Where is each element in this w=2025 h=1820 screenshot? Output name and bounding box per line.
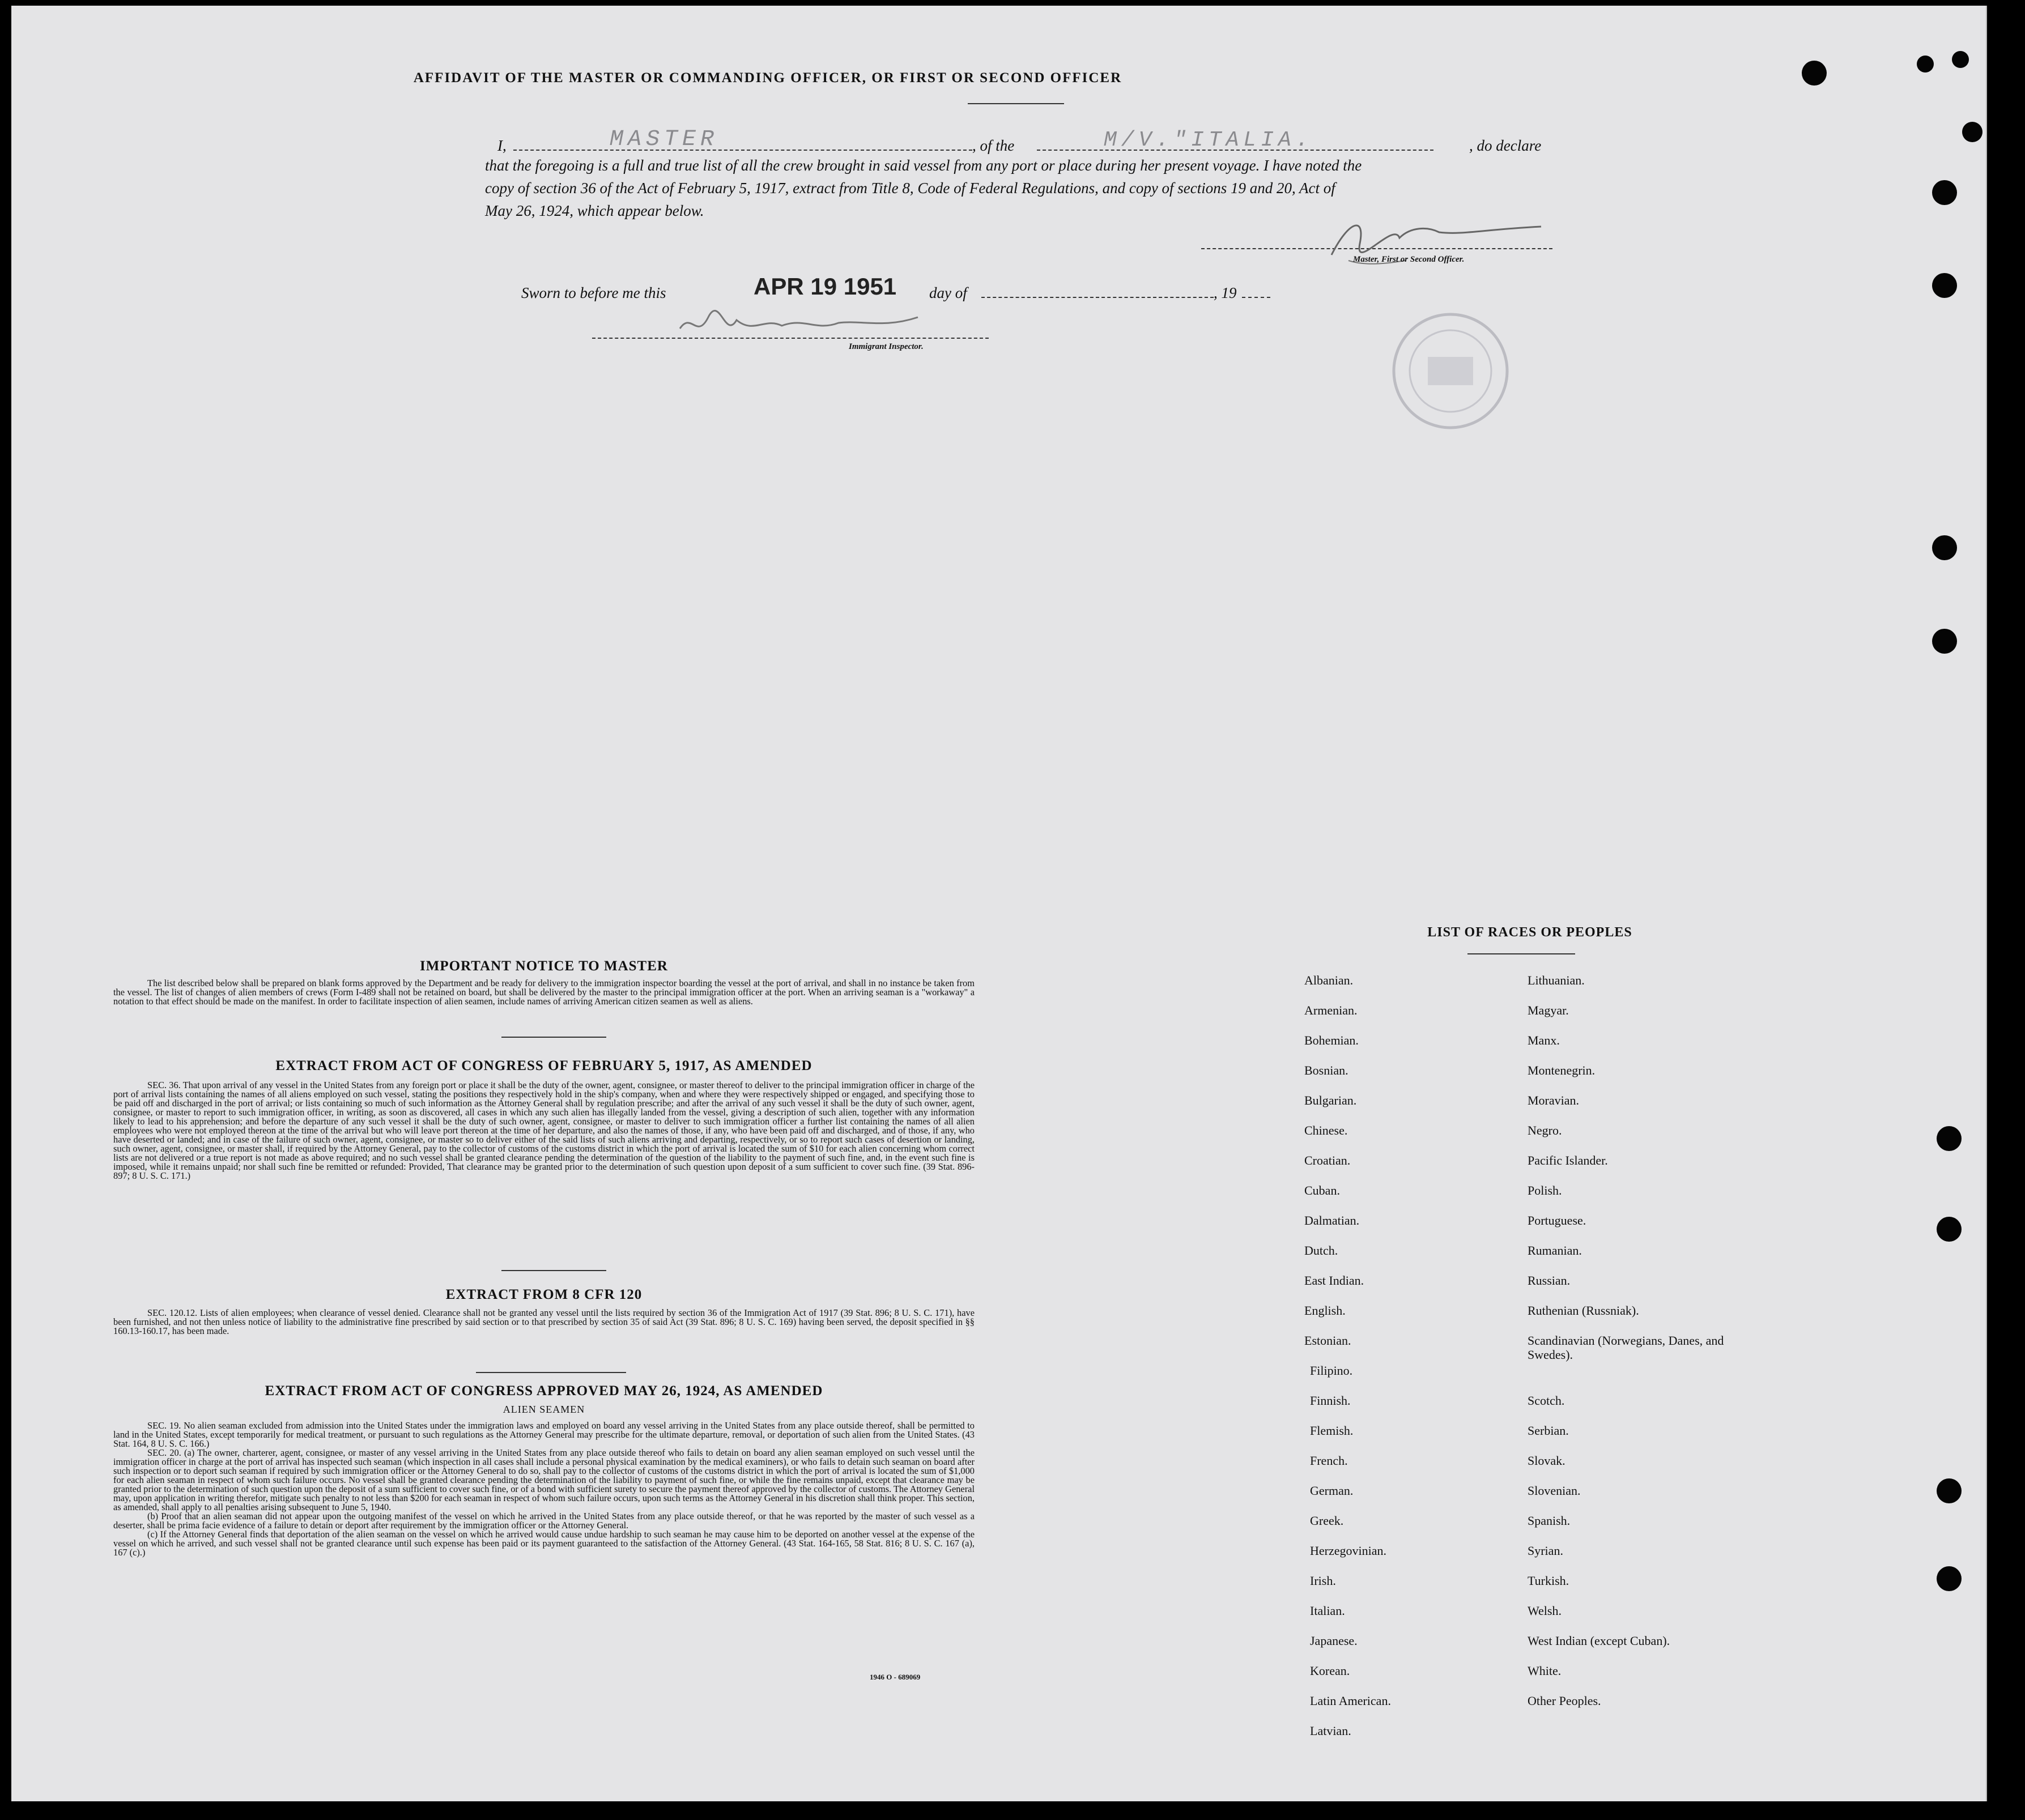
race-item: Armenian. <box>1304 1003 1358 1017</box>
race-item: Latvian. <box>1310 1724 1351 1738</box>
race-item: Spanish. <box>1528 1514 1571 1528</box>
race-item: Negro. <box>1528 1123 1562 1137</box>
day-of-label: day of <box>929 284 967 301</box>
extract-1917-text <box>113 1081 975 1180</box>
race-item: Italian. <box>1310 1604 1345 1618</box>
extract-1924-title: EXTRACT FROM ACT OF CONGRESS APPROVED MAY 26, 1924, AS AMENDED <box>265 1383 823 1399</box>
race-item: German. <box>1310 1484 1354 1498</box>
race-item: Magyar. <box>1528 1003 1569 1017</box>
race-item: Manx. <box>1528 1033 1560 1047</box>
section-20a-paragraph: SEC. 20. (a) The owner, charterer, agent, consignee, or master of any vessel arriving in the United States from any place outside thereof who fails to detain on board any alien seaman employed on such vessel until the immigration officer in charge at the port of arrival has inspected such seaman (which inspection in all cases shall include a personal physical examination by the medical examiners), or who fails to detain such seaman on board after such inspection or to deport such seaman if required by such immigration officer or the Attorney General to do so, shall pay to the collector of customs of the customs district in which the port of arrival is located the sum of $1,000 for each alien seaman in respect of whom such failure occurs. No vessel shall be granted clearance pending the determination of the liability to payment of such fine, or while the fine remains unpaid, except that clearance may be granted prior to the determination of such question upon the deposit of a sum sufficient to cover such fine, or of a bond with sufficient surety to secure the payment thereof approved by the collector of customs. The Attorney General may, upon application in writing therefor, mitigate such penalty to not less than $200 for each seaman in respect of whom such failure occurs, upon such terms as the Attorney General in his discretion shall think proper. This section, as amended, shall apply to all penalties arising subsequent to June 5, 1940. <box>113 1447 975 1512</box>
race-item: Albanian. <box>1304 973 1354 987</box>
punch-hole <box>1937 1217 1962 1242</box>
declare-label: , do declare <box>1469 137 1542 154</box>
year-field <box>1242 297 1270 298</box>
round-ink-stamp <box>1382 306 1518 436</box>
race-item: Finnish. <box>1310 1393 1351 1408</box>
race-item: Turkish. <box>1528 1574 1569 1588</box>
race-item: Polish. <box>1528 1183 1562 1197</box>
title-underline <box>968 103 1064 104</box>
race-item: Syrian. <box>1528 1544 1563 1558</box>
race-item: Korean. <box>1310 1664 1350 1678</box>
master-signature-caption: Master, First or Second Officer. <box>1353 255 1465 264</box>
race-item: Filipino. <box>1310 1363 1353 1378</box>
month-field <box>981 297 1214 298</box>
race-item: English. <box>1304 1303 1346 1318</box>
punch-hole <box>1932 273 1957 298</box>
race-item: Scotch. <box>1528 1393 1565 1408</box>
inspector-signature <box>669 306 963 346</box>
notice-section <box>113 958 975 1006</box>
extract-cfr-title: EXTRACT FROM 8 CFR 120 <box>445 1287 643 1302</box>
affidavit-title: AFFIDAVIT OF THE MASTER OR COMMANDING OFFICER, OR FIRST OR SECOND OFFICER <box>413 70 1122 86</box>
declarant-name-value: MASTER <box>610 127 719 152</box>
race-item: Rumanian. <box>1528 1243 1582 1258</box>
section-19-paragraph: SEC. 19. No alien seaman excluded from admission into the United States under the immigration laws and employed on board any vessel arriving in the United States from any place outside thereof, shall be permitted to land in the United States, except temporarily for medical treatment, or pursuant to such regulations as the Attorney General may prescribe for the ultimate departure, removal, or deportation of such alien from the United States. (43 Stat. 164, 8 U. S. C. 166.) <box>113 1420 975 1449</box>
cfr-paragraph: SEC. 120.12. Lists of alien employees; when clearance of vessel denied. Clearance shall not be granted any vessel until the lists required by section 36 of the Immigration Act of 1917 (39 Stat. 896; 8 U. S. C. 171), have been furnished, and not then unless notice of liability to the administrative fine prescribed by said section or to that prescribed by section 35 of said Act (39 Stat. 896; 8 U. S. C. 169) having been served, the deposit specified in §§ 160.13-160.17, has been made. <box>113 1307 975 1336</box>
affidavit-body-line: copy of section 36 of the Act of February 5, 1917, extract from Title 8, Code of Federal Regulations, and copy of sections 19 and 20, Act of <box>485 180 1335 197</box>
extract-1924-section <box>113 1383 975 1557</box>
extract-1924-subtitle: ALIEN SEAMEN <box>503 1404 585 1415</box>
race-item: Pacific Islander. <box>1528 1153 1608 1167</box>
race-item: Serbian. <box>1528 1423 1569 1438</box>
punch-hole <box>1962 122 1983 142</box>
race-item: Chinese. <box>1304 1123 1348 1137</box>
section-20b-paragraph: (b) Proof that an alien seaman did not appear upon the outgoing manifest of the vessel on which he arrived in the United States from any place outside thereof, or that he was reported by the master of such vessel as a deserter, shall be prima facie evidence of a failure to detain or deport after requirement by the immigration officer or the Attorney General. <box>113 1511 975 1531</box>
race-item: Portuguese. <box>1528 1213 1586 1227</box>
extract-1917-title: EXTRACT FROM ACT OF CONGRESS OF FEBRUARY 5, 1917, AS AMENDED <box>275 1058 812 1073</box>
race-item: West Indian (except Cuban). <box>1528 1634 1670 1648</box>
affidavit-body-line: May 26, 1924, which appear below. <box>485 202 704 219</box>
races-title-underline <box>1467 953 1575 954</box>
affidavit-body-line: that the foregoing is a full and true list of all the crew brought in said vessel from any port or place during her present voyage. I have noted the <box>485 157 1362 174</box>
race-item: Lithuanian. <box>1528 973 1585 987</box>
race-item: Ruthenian (Russniak). <box>1528 1303 1639 1318</box>
section-divider <box>501 1270 606 1271</box>
punch-hole <box>1932 180 1957 205</box>
inspector-caption: Immigrant Inspector. <box>849 342 924 351</box>
race-item: Russian. <box>1528 1273 1571 1288</box>
declarant-name-field <box>513 150 972 151</box>
year-prefix: , 19 <box>1214 284 1237 301</box>
race-item: Estonian. <box>1304 1333 1351 1348</box>
section-divider <box>501 1037 606 1038</box>
race-item: Flemish. <box>1310 1423 1354 1438</box>
notice-text <box>113 979 975 1006</box>
race-item: Bulgarian. <box>1304 1093 1357 1107</box>
declarant-line <box>469 127 1580 155</box>
punch-hole <box>1932 535 1957 560</box>
race-item: French. <box>1310 1454 1348 1468</box>
race-item: Montenegrin. <box>1528 1063 1596 1077</box>
race-item: Dalmatian. <box>1304 1213 1360 1227</box>
sworn-prefix: Sworn to before me this <box>521 284 666 301</box>
races-title: LIST OF RACES OR PEOPLES <box>1427 925 1632 940</box>
print-code: 1946 O - 689069 <box>870 1673 921 1681</box>
section-20c-paragraph: (c) If the Attorney General finds that deportation of the alien seaman on the vessel on which he arrived would cause undue hardship to such seaman he may cause him to be deported on another vessel at the expense of the vessel on which he arrived, and such vessel shall not be granted clearance until such expense has been paid or its payment guaranteed to the satisfaction of the Attorney General. (43 Stat. 164-165, 58 Stat. 816; 8 U. S. C. 167 (a), 167 (c).) <box>113 1529 975 1558</box>
section-36-paragraph: SEC. 36. That upon arrival of any vessel in the United States from any foreign port or place it shall be the duty of the owner, agent, consignee, or master thereof to deliver to the principal immigration officer in charge of the port of arrival lists containing the names of all aliens employed on such vessel, stating the positions they respectively hold in the ship's company, when and where they were respectively shipped or engaged, and specifying those to be paid off and discharged in the port of arrival; or lists containing so much of such information as the Attorney General shall by regulation prescribe; and after the arrival of any such vessel it shall be the duty of such owner, agent, consignee, or master to report to such immigration officer, in writing, as soon as discovered, all cases in which any such alien has illegally landed from the vessel, giving a description of such alien, together with any information likely to lead to his apprehension; and before the departure of any such vessel it shall be the duty of such owner, agent, consignee, or master to deliver to such immigration officer a further list containing the names of all alien employees who were not employed thereon at the time of the arrival but who will leave port thereon at the time of her departure, and also the names of those, if any, who have been paid off and discharged, and of those, if any, who have deserted or landed; and in case of the failure of such owner, agent, consignee, or master so to deliver either of the said lists of such aliens arriving and departing, respectively, or so to report such cases of desertion or landing, such owner, agent, consignee, or master shall, if required by the Attorney General, pay to the collector of customs of the customs district in which the port of arrival is located the sum of $10 for each alien concerning whom correct lists are not delivered or a true report is not made as above required; and no such vessel shall be granted clearance pending the determination of the question of the liability to the payment of such fine, and, in the event such fine is imposed, while it remains unpaid; nor shall such fine be remitted or refunded: Provided, That clearance may be granted prior to the determination of such question upon deposit of a sum sufficient to cover such fine. (39 Stat. 896-897; 8 U. S. C. 171.) <box>113 1080 975 1181</box>
notice-title: IMPORTANT NOTICE TO MASTER <box>420 958 668 974</box>
race-item: Bosnian. <box>1304 1063 1348 1077</box>
declarant-prefix: I, <box>497 137 507 154</box>
race-item: Bohemian. <box>1304 1033 1359 1047</box>
notice-paragraph: The list described below shall be prepared on blank forms approved by the Department and be ready for delivery to the immigration inspector boarding the vessel at the port of arrival, and shall in no instance be taken from the vessel. The list of changes of alien members of crews (Form I-489 shall not be retained on board, but shall be delivered by the master to the principal immigration officer at the port. When an arriving seaman is a "workaway" a notation to that effect should be made on the manifest. In order to facilitate inspection of alien seamen, include names of arriving American citizen seamen as well as aliens. <box>113 978 975 1007</box>
extract-1924-text <box>113 1421 975 1557</box>
extract-cfr-text <box>113 1308 975 1336</box>
section-divider <box>476 1372 626 1373</box>
punch-hole <box>1937 1126 1962 1151</box>
race-item: Latin American. <box>1310 1694 1391 1708</box>
vessel-value: M/V."ITALIA. <box>1104 128 1313 152</box>
race-item: Greek. <box>1310 1514 1344 1528</box>
punch-hole <box>1802 61 1827 86</box>
race-item: Herzegovinian. <box>1310 1544 1386 1558</box>
extract-1917-section <box>113 1058 975 1180</box>
of-the-label: , of the <box>972 137 1015 154</box>
punch-hole <box>1952 51 1969 68</box>
race-item: Japanese. <box>1310 1634 1358 1648</box>
race-item: Welsh. <box>1528 1604 1562 1618</box>
race-item: Dutch. <box>1304 1243 1338 1258</box>
race-item: Slovenian. <box>1528 1484 1581 1498</box>
sworn-date-stamp: APR 19 1951 <box>754 273 897 300</box>
race-item: Slovak. <box>1528 1454 1565 1468</box>
race-item: Croatian. <box>1304 1153 1351 1167</box>
race-item: White. <box>1528 1664 1562 1678</box>
punch-hole <box>1937 1478 1962 1503</box>
race-item: Scandinavian (Norwegians, Danes, and Swedes). <box>1528 1333 1724 1362</box>
inspector-signature-line <box>592 338 989 339</box>
race-item: Other Peoples. <box>1528 1694 1601 1708</box>
punch-hole <box>1937 1566 1962 1591</box>
document-page <box>11 6 1987 1801</box>
race-item: East Indian. <box>1304 1273 1364 1288</box>
punch-hole <box>1917 56 1934 73</box>
race-item: Cuban. <box>1304 1183 1340 1197</box>
race-item: Moravian. <box>1528 1093 1580 1107</box>
punch-hole <box>1932 629 1957 654</box>
race-item: Irish. <box>1310 1574 1336 1588</box>
extract-cfr-section <box>113 1287 975 1336</box>
